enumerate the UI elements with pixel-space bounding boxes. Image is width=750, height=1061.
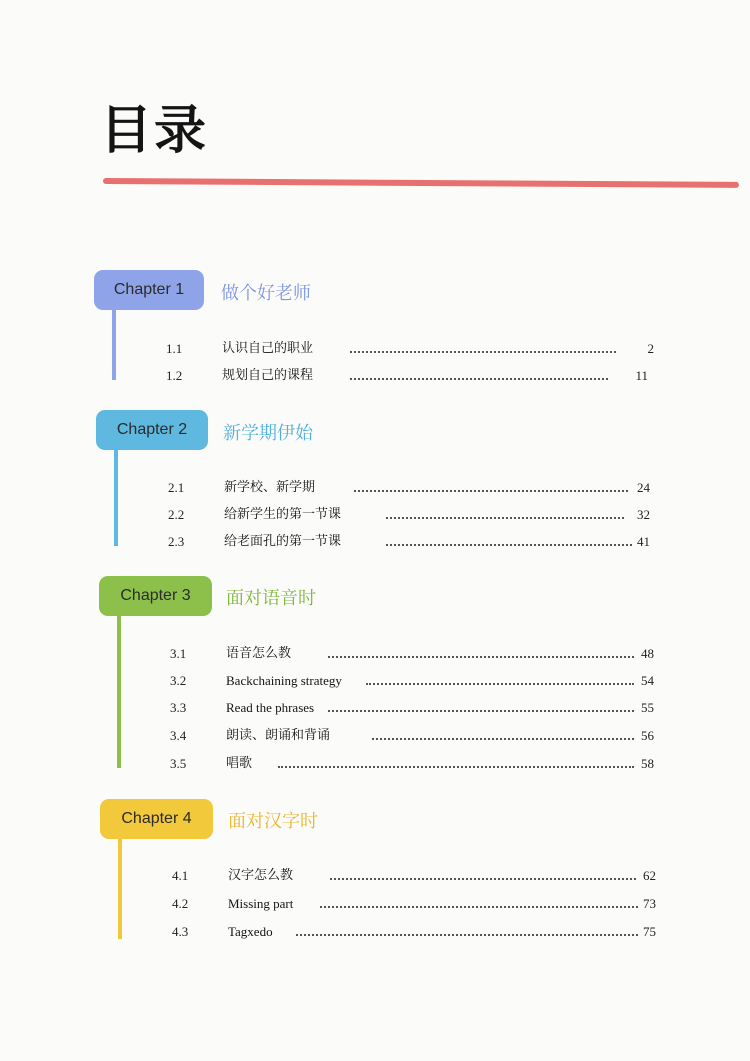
entry-number: 3.4 <box>170 728 187 743</box>
chapter-title[interactable]: 面对汉字时 <box>228 811 318 832</box>
entry-label: Backchaining strategy <box>226 673 342 688</box>
dot-leader <box>328 710 634 712</box>
entry-number: 4.1 <box>172 868 189 883</box>
entry-page: 32 <box>637 507 650 522</box>
chapter-tail <box>118 837 122 939</box>
entry-number: 3.2 <box>170 673 187 688</box>
toc-entry[interactable] <box>166 339 654 359</box>
chapter-title[interactable]: 面对语音时 <box>226 588 316 609</box>
entry-page: 54 <box>641 673 654 688</box>
entry-number: 2.2 <box>168 507 185 522</box>
entry-number: 1.2 <box>166 368 183 383</box>
entry-label: Missing part <box>228 896 294 911</box>
dot-leader <box>366 683 634 685</box>
dot-leader <box>386 544 632 546</box>
dot-leader <box>296 934 638 936</box>
entry-number: 2.1 <box>168 480 185 495</box>
entry-page: 41 <box>637 534 650 549</box>
toc-entry[interactable] <box>170 644 656 664</box>
entry-label: 规划自己的课程 <box>222 368 314 383</box>
page-title: 目录 <box>100 101 209 161</box>
entry-number: 2.3 <box>168 534 185 549</box>
dot-leader <box>350 378 608 380</box>
dot-leader <box>354 490 628 492</box>
chapter-tab[interactable]: Chapter 4 <box>100 799 213 839</box>
entry-page: 58 <box>641 756 654 771</box>
entry-label: 新学校、新学期 <box>224 480 316 495</box>
entry-page: 11 <box>635 368 648 383</box>
chapter-tail <box>112 308 116 380</box>
dot-leader <box>278 766 634 768</box>
entry-label: 认识自己的职业 <box>222 341 314 356</box>
entry-label: 朗读、朗诵和背诵 <box>226 728 331 743</box>
entry-number: 3.5 <box>170 756 187 771</box>
toc-entry[interactable] <box>170 698 656 718</box>
entry-label: 汉字怎么教 <box>228 868 294 883</box>
toc-entry[interactable] <box>170 754 656 774</box>
entry-number: 1.1 <box>166 341 183 356</box>
title-rule <box>103 178 739 188</box>
dot-leader <box>328 656 634 658</box>
entry-page: 62 <box>643 868 656 883</box>
chapter-tail <box>117 614 121 768</box>
entry-number: 3.1 <box>170 646 187 661</box>
toc-entry[interactable] <box>168 505 654 525</box>
entry-number: 3.3 <box>170 700 187 715</box>
dot-leader <box>372 738 634 740</box>
entry-label: Tagxedo <box>228 924 273 939</box>
chapter-tab[interactable]: Chapter 1 <box>94 270 204 310</box>
toc-entry[interactable] <box>168 532 654 552</box>
dot-leader <box>386 517 624 519</box>
entry-number: 4.3 <box>172 924 189 939</box>
chapter-title[interactable]: 做个好老师 <box>221 283 311 304</box>
entry-label: 唱歌 <box>226 756 253 771</box>
toc-entry[interactable] <box>172 866 658 886</box>
dot-leader <box>350 351 616 353</box>
entry-page: 2 <box>647 341 654 356</box>
entry-page: 56 <box>641 728 654 743</box>
chapter-tab[interactable]: Chapter 2 <box>96 410 208 450</box>
toc-entry[interactable] <box>166 366 654 386</box>
entry-number: 4.2 <box>172 896 189 911</box>
toc-entry[interactable] <box>170 671 656 691</box>
toc-entry[interactable] <box>170 726 656 746</box>
dot-leader <box>330 878 636 880</box>
entry-label: 给老面孔的第一节课 <box>224 534 342 549</box>
entry-label: 语音怎么教 <box>226 646 292 661</box>
chapter-tail <box>114 448 118 546</box>
entry-page: 73 <box>643 896 656 911</box>
entry-page: 24 <box>637 480 650 495</box>
entry-label: Read the phrases <box>226 700 315 715</box>
dot-leader <box>320 906 638 908</box>
entry-page: 55 <box>641 700 654 715</box>
chapter-tab[interactable]: Chapter 3 <box>99 576 212 616</box>
entry-label: 给新学生的第一节课 <box>224 507 342 522</box>
toc-entry[interactable] <box>168 478 654 498</box>
entry-page: 75 <box>643 924 656 939</box>
entry-page: 48 <box>641 646 654 661</box>
toc-entry[interactable] <box>172 922 658 942</box>
toc-entry[interactable] <box>172 894 658 914</box>
chapter-title[interactable]: 新学期伊始 <box>223 423 313 444</box>
